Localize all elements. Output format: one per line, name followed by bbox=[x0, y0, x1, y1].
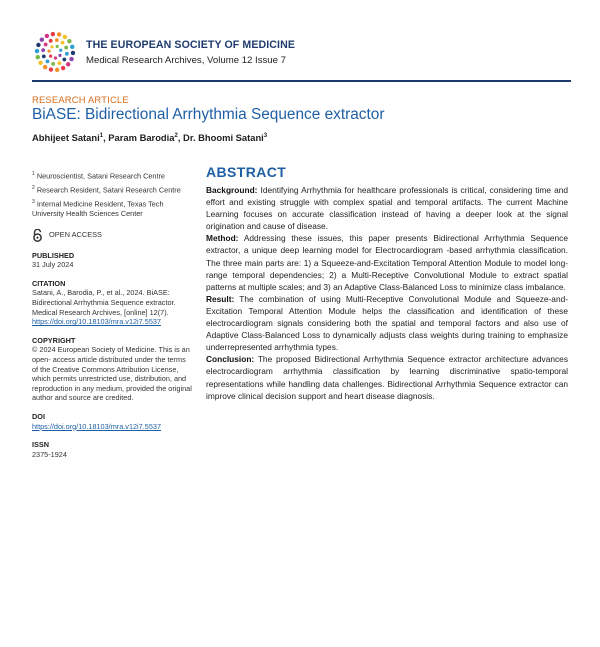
abstract-result bbox=[206, 293, 568, 353]
open-lock-icon bbox=[32, 229, 43, 242]
method-text: Addressing these issues, this paper presents Bidirectional Arrhythmia Sequence extractor, a unique deep learning model for Electrocardiogram -based arrhythmia classification. The three main parts are: 1) a Squeeze-and-Excitation Temporal Attention Module to model long-range temporal dependencies; 2) a Multi-Receptive Convolutional Module to extract spatial patterns at multiple scales; and 3) an Adaptive Class-Balanced Loss to minimize class imbalance. bbox=[206, 233, 568, 292]
article-title: BiASE: Bidirectional Arrhythmia Sequence extractor bbox=[32, 106, 385, 123]
affiliation-text: Internal Medicine Resident, Texas Tech University Health Sciences Center bbox=[32, 199, 164, 219]
abstract-section bbox=[206, 164, 568, 402]
society-name: THE EUROPEAN SOCIETY OF MEDICINE bbox=[86, 39, 296, 51]
conclusion-label: Conclusion: bbox=[206, 354, 255, 365]
author-sup: 1 bbox=[99, 132, 104, 139]
author-sup: 2 bbox=[174, 132, 178, 139]
abstract-method bbox=[206, 232, 568, 292]
author-name: Dr. Bhoomi Satani bbox=[183, 132, 264, 143]
dotted-circle-logo-icon bbox=[32, 30, 78, 74]
open-access-badge bbox=[32, 229, 192, 242]
abstract-background bbox=[206, 184, 568, 232]
author-name: Param Barodia bbox=[108, 132, 175, 143]
background-label: Background: bbox=[206, 185, 258, 195]
affiliation-text: Neuroscientist, Satani Research Centre bbox=[36, 171, 165, 181]
author-name: Abhijeet Satani bbox=[32, 132, 100, 143]
issn-value: 2375-1924 bbox=[32, 449, 67, 459]
article-type-label: RESEARCH ARTICLE bbox=[32, 94, 129, 105]
journal-info: Medical Research Archives, Volume 12 Issue 7 bbox=[86, 55, 286, 66]
issn-heading: ISSN bbox=[32, 440, 50, 450]
affiliation-number: 3 bbox=[32, 199, 35, 206]
conclusion-text: The proposed Bidirectional Arrhythmia Sequence extractor architecture advances electrocardiogram arrhythmia classification by learning discriminative spatio-temporal representations while handling data challenges. Bidirectional Arrhythmia Sequence extractor can improve clinical decision support and heart disease diagnosis. bbox=[206, 354, 568, 401]
citation-text: Satani, A., Barodia, P., et al., 2024. BiASE: Bidirectional Arrhythmia Sequence extractor. Medical Research Archives, [online] 12(7). bbox=[32, 288, 176, 317]
background-text: Identifying Arrhythmia for healthcare professionals is critical, considering time and effort and existing struggle with complex spatial and temporal artifacts. The current Machine Learning focuses on accurate classification instead of having a deeper look at the signal origination and cause of disease. bbox=[206, 185, 568, 232]
copyright-heading: COPYRIGHT bbox=[32, 335, 76, 345]
affiliation bbox=[32, 170, 192, 181]
published-heading: PUBLISHED bbox=[32, 250, 75, 260]
result-label: Result: bbox=[206, 293, 235, 304]
header-divider bbox=[32, 80, 571, 82]
journal-header bbox=[32, 30, 572, 74]
article-sidebar bbox=[32, 170, 192, 459]
published-date: 31 July 2024 bbox=[32, 260, 74, 270]
affiliation bbox=[32, 198, 192, 219]
abstract-conclusion bbox=[206, 353, 568, 401]
citation-heading: CITATION bbox=[32, 278, 66, 288]
affiliation-number: 1 bbox=[32, 171, 35, 177]
open-access-label: OPEN ACCESS bbox=[49, 230, 102, 240]
method-label: Method: bbox=[206, 233, 239, 244]
affiliation-number: 2 bbox=[32, 185, 35, 192]
abstract-heading: ABSTRACT bbox=[206, 164, 287, 180]
affiliation-text: Research Resident, Satani Research Centre bbox=[36, 185, 181, 195]
result-text: The combination of using Multi-Receptive Convolutional Module and Squeeze-and-Excitation Temporal Attention Module helps the classification and identification of these electrocardiogram signals considering both the spatial and temporal factors and also use of Adaptive Class-Balanced Loss to dynamically adjusts class weights during training to emphasize underrepresented arrhythmia types. bbox=[206, 293, 568, 353]
affiliation bbox=[32, 184, 192, 195]
doi-heading: DOI bbox=[32, 411, 45, 421]
copyright-text: © 2024 European Society of Medicine. This is an open- access article distributed under the terms of the Creative Commons Attribution License, which permits unrestricted use, distribution, and reproduction in any medium, provided the original author and source are credited. bbox=[32, 345, 192, 403]
doi-link[interactable]: https://doi.org/10.18103/mra.v12i7.5537 bbox=[32, 421, 161, 431]
author-sup: 3 bbox=[263, 132, 268, 139]
author-list: Abhijeet Satani$^1$, Param Barodia$^2$, Dr. Bhoomi Satani$^3$ bbox=[32, 132, 268, 143]
citation-doi-link[interactable]: https://doi.org/10.18103/mra.v12i7.5537 bbox=[32, 317, 161, 327]
